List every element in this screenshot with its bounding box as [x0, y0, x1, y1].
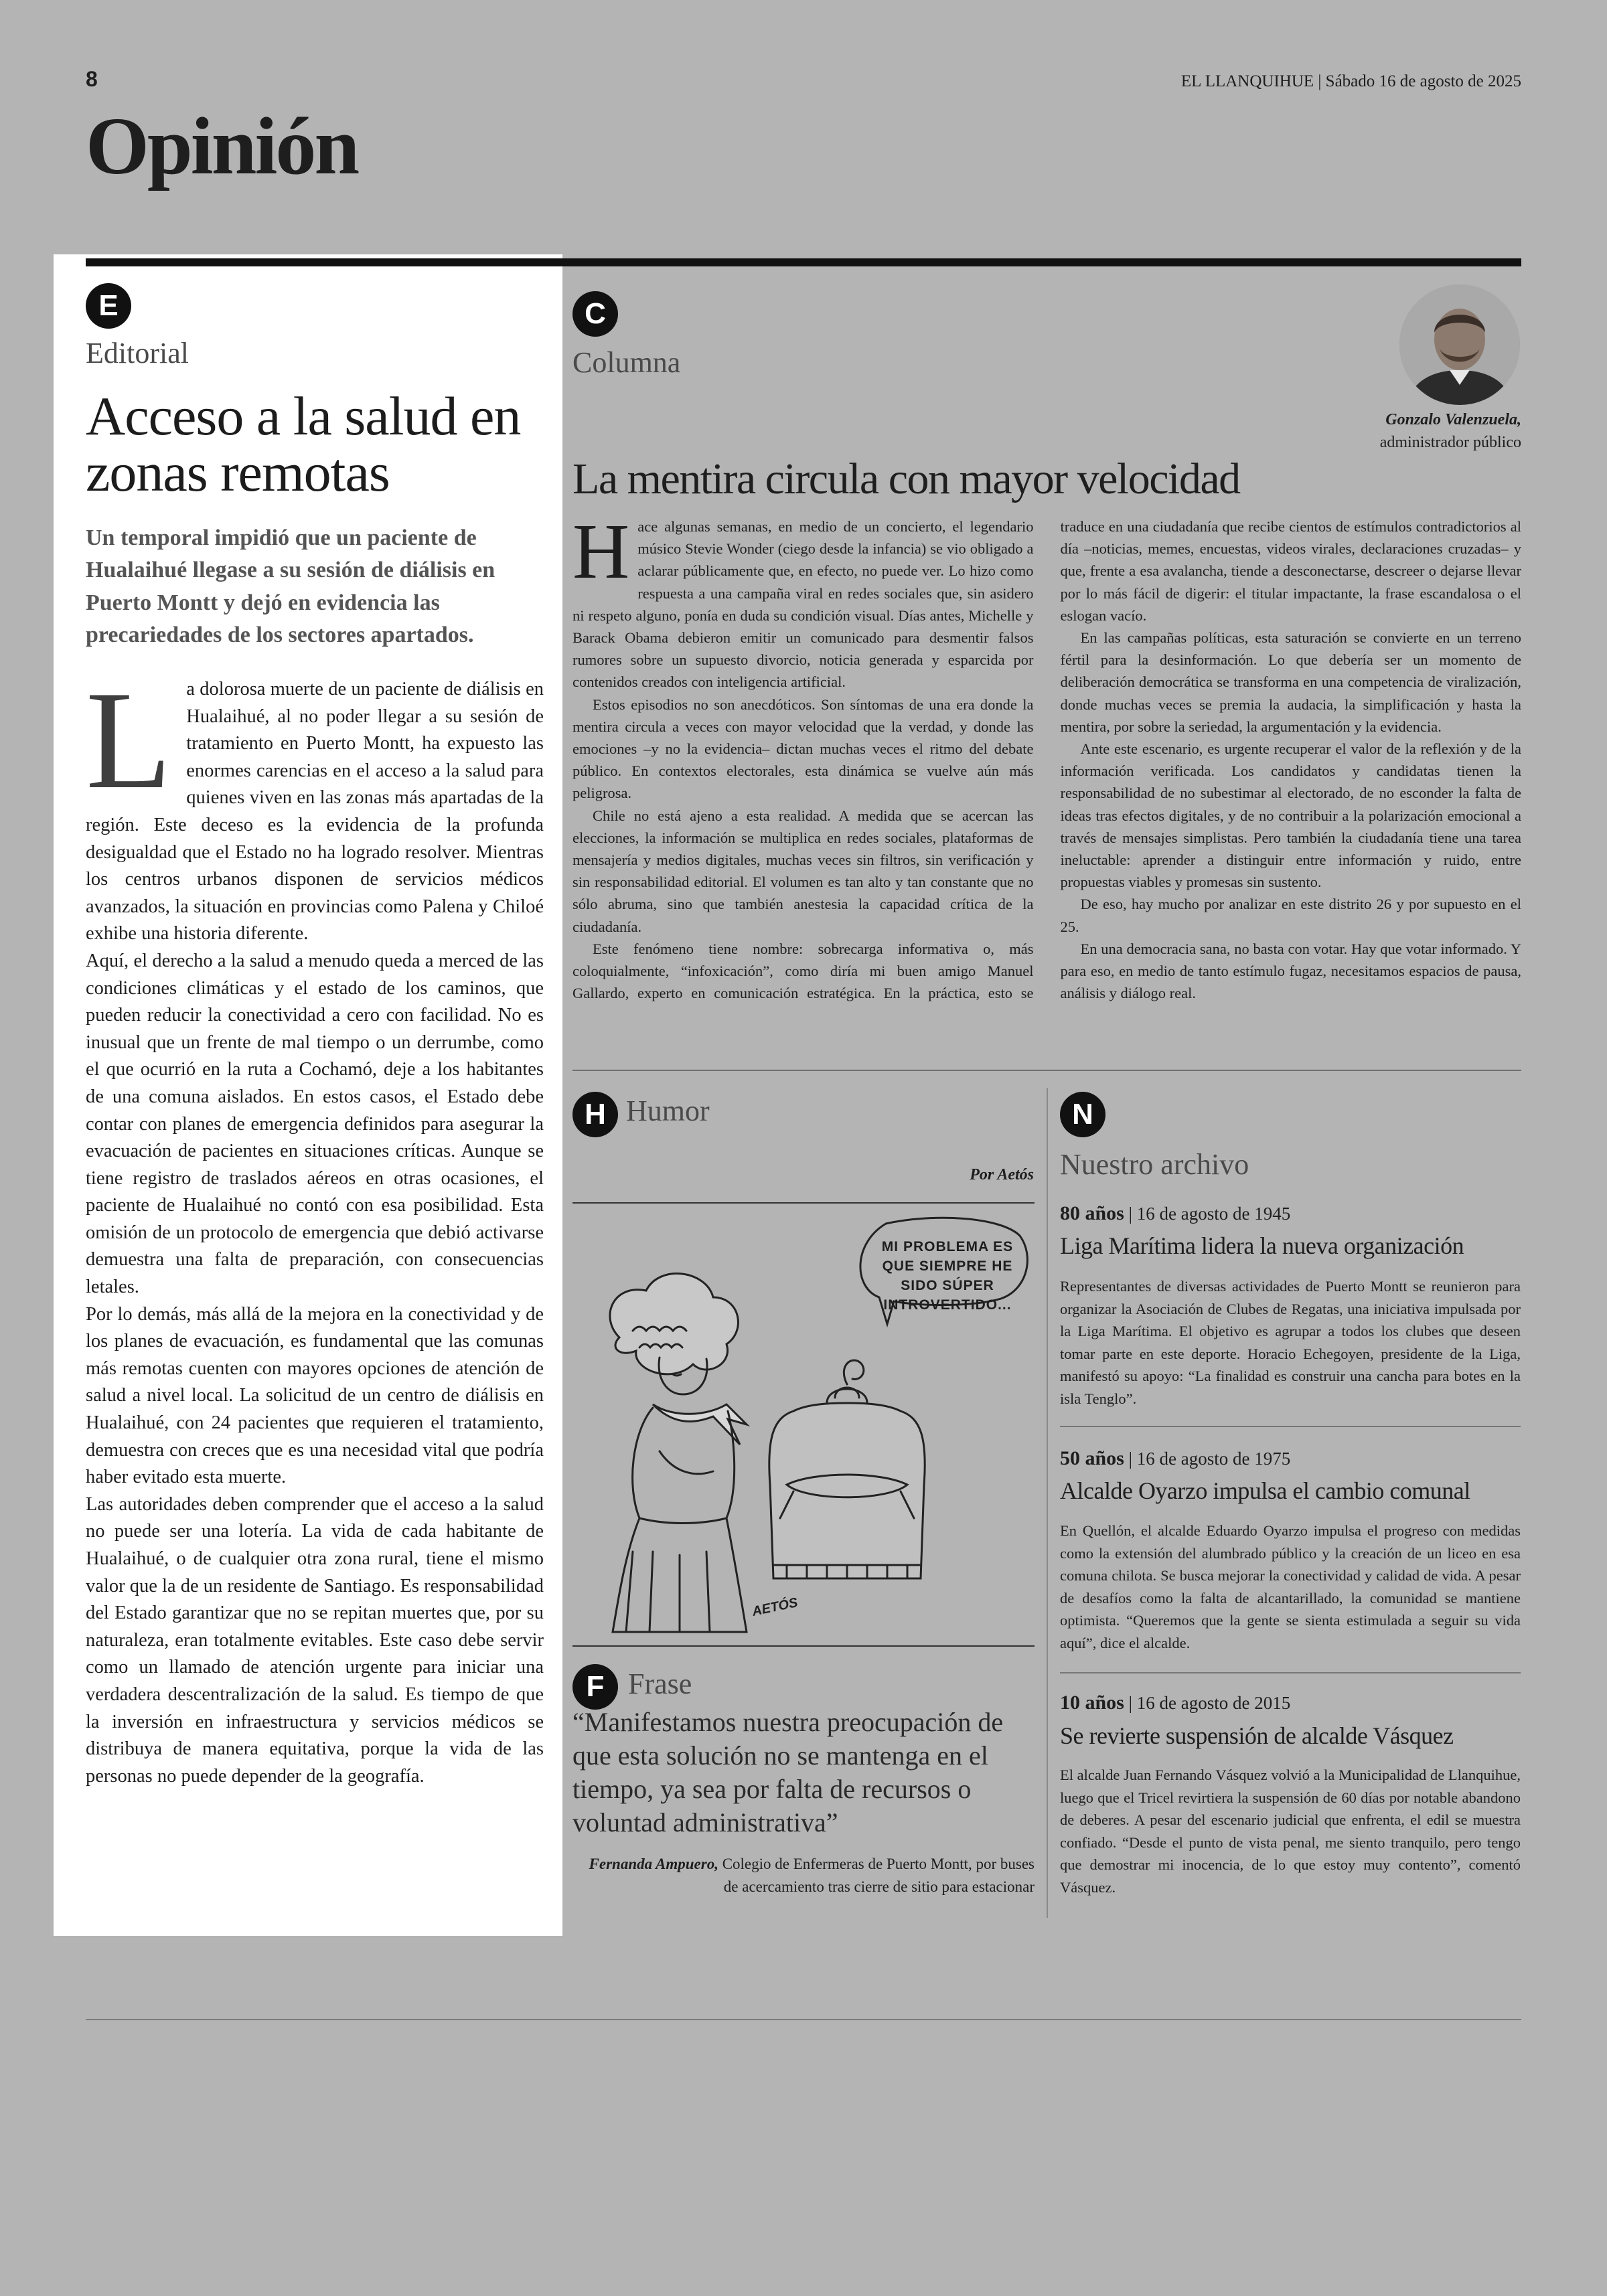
editorial-title: Acceso a la salud en zonas remotas [86, 386, 521, 503]
column-dropcap: H [572, 507, 630, 595]
section-divider [572, 1070, 1521, 1071]
editorial-badge: E [86, 283, 131, 329]
column-paragraph: Chile no está ajeno a esta realidad. A medida que se acercan las elecciones, la información se multiplica en redes sociales, plataformas de mensajería y medios digitales, muchas veces sin filtros, sin verificación y sin responsabilidad editorial. El volumen es tan alto y tan constante que no sólo abruma, sino que también anestesia la capacidad crítica de la ciudadanía. [572, 807, 1034, 935]
frase-badge: F [572, 1664, 618, 1710]
editorial-paragraph: a dolorosa muerte de un paciente de diálisis en Hualaihué, al no poder llegar a su sesión de tratamiento en Puerto Montt, ha expuesto las enormes carencias en el acceso a la salud para quienes viven en las zonas más apartadas de la región. Este deceso es la evidencia de la profunda desigualdad que el Estado no ha logrado resolver. Mientras los centros urbanos disponen de servicios médicos avanzados, la situación en provincias como Palena y Chiloé exhibe una historia diferente. [86, 679, 544, 945]
editorial-paragraph: Por lo demás, más allá de la mejora en la conectividad y de los planes de evacuación, es fundamental que las comunas más remotas cuenten con mayores opciones de atención de salud a nivel local. La solicitud de un centro de diálisis en Hualaihué, con 24 pacientes que requieren el tratamiento, demuestra con creces que es una necesidad vital que podría haber evitado esta muerte. [86, 1303, 544, 1488]
editorial-kicker: Editorial [86, 337, 189, 370]
cartoon-signature: AETÓS [751, 1595, 799, 1619]
column-paragraph: ace algunas semanas, en medio de un concierto, el legendario músico Stevie Wonder (ciego desde la infancia) se vio obligado a aclarar públicamente que, en efecto, no puede ver. Lo hizo como respuesta a una campaña viral en redes sociales que, sin asidero ni respeto alguno, ponía en duda su condición visual. Días antes, Michelle y Barack Obama debieron emitir un comunicado para desmentir falsos rumores sobre un supuesto divorcio, noticia generada y esparcida por contenidos creados con inteligencia artificial. [572, 518, 1034, 691]
archive-item-body: En Quellón, el alcalde Eduardo Oyarzo impulsa el progreso con medidas como la extensión del alumbrado público y la creación de un liceo en esa comuna chilota. Se busca mejorar la conectividad y calidad de vida. A pesar de desafíos como la falta de alcantarillado, la comunidad se mantiene optimista. “Queremos que la gente se sienta estimulada a seguir su vida aquí”, dice el alcalde. [1060, 1522, 1521, 1651]
editorial-dropcap: L [86, 663, 172, 818]
author-photo [1399, 284, 1520, 405]
archive-item-title: Alcalde Oyarzo impulsa el cambio comunal [1060, 1477, 1470, 1504]
frase-quote: “Manifestamos nuestra preocupación de que esta solución no se mantenga en el tiempo, ya sea por falta de recursos o voluntad administrativa” [572, 1707, 1004, 1837]
humor-badge: H [572, 1092, 618, 1137]
bottom-rule [86, 2019, 1521, 2020]
archive-years: 10 años [1060, 1692, 1124, 1714]
page-number: 8 [86, 67, 98, 91]
masthead: EL LLANQUIHUE | Sábado 16 de agosto de 2025 [1180, 72, 1521, 90]
archive-date: | 16 de agosto de 1975 [1128, 1449, 1291, 1469]
column-body [572, 507, 1521, 1058]
column-paragraph: De eso, hay mucho por analizar en este distrito 26 y por supuesto en el 25. [1060, 896, 1521, 935]
archive-divider [1060, 1426, 1521, 1427]
archive-years: 50 años [1060, 1447, 1124, 1469]
archive-item-title: Se revierte suspensión de alcalde Vásquez [1060, 1722, 1454, 1749]
column-title: La mentira circula con mayor velocidad [572, 455, 1240, 503]
column-paragraph: Ante este escenario, es urgente recuperar el valor de la reflexión y de la información verificada. Los candidatos y candidatas tienen la responsabilidad de no subestimar al electorado, de no esconder la falta de ideas tras efectos digitales, y de no contribuir a la polarización emocional a través de mensajes simplistas. Pero también la ciudadanía tiene una tarea ineluctable: aprender a distinguir entre información y ruido, entre propuestas viables y promesas sin sustento. [1060, 740, 1521, 891]
column-paragraph: Este fenómeno tiene nombre: sobrecarga informativa o, más coloquialmente, “infoxicación”, como diría mi buen amigo Manuel Gallardo, experto en comunicación estratégica. En la práctica, esto se traduce en una ciudadanía que recibe cientos de estímulos contradictorios al día –noticias, memes, encuestas, videos virales, declaraciones cruzadas– y que, frente a esa avalancha, tiende a desconectarse, descreer o dejarse llevar por lo más fácil de digerir: el titular impactante, la frase escandalosa o el eslogan vacío. [572, 518, 1521, 1002]
column-kicker: Columna [572, 346, 681, 379]
author-name: Gonzalo Valenzuela, [1385, 411, 1521, 428]
column-author [1380, 408, 1521, 454]
archive-badge: N [1060, 1092, 1105, 1137]
editorial-body [86, 663, 544, 1790]
archive-item-body: Representantes de diversas actividades de Puerto Montt se reunieron para organizar la Asociación de Clubes de Regatas, una iniciativa impulsada por la Liga Marítima. El objetivo es agrupar a todos los clubes que deseen tomar parte en este deporte. Horacio Echegoyen, presidente de la Liga, manifestó su apoyo: “La finalidad es construir una cancha para botes en la isla Tenglo”. [1060, 1278, 1521, 1407]
archive-item-date [1060, 1692, 1290, 1714]
archive-divider [1060, 1672, 1521, 1673]
section-rule [86, 258, 1521, 266]
column-paragraph: En las campañas políticas, esta saturación se convierte en un terreno fértil para la desinformación. Lo que debería ser un momento de deliberación democrática se transforma en una competencia de viralización, donde muchas veces se premia la audacia, la simplificación y hasta la mentira, por sobre la seriedad, la argumentación y la evidencia. [1060, 629, 1521, 735]
humor-byline: Por Aetós [970, 1166, 1034, 1183]
editorial-paragraph: Las autoridades deben comprender que el acceso a la salud no puede ser una lotería. La vida de cada habitante de Hualaihué, o de cualquier otra zona rural, tiene el mismo valor que la de un residente de Santiago. Es responsabilidad del Estado garantizar que no se repitan muertes que, por su naturaleza, eran totalmente evitables. Este caso debe servir como un llamado de atención urgente para iniciar una verdadera descentralización de la salud. Es tiempo de que la inversión en infraestructura y servicios médicos se distribuya de manera equitativa, porque la vida de las personas no puede depender de la geografía. [86, 1493, 544, 1787]
section-title: Opinión [86, 101, 358, 191]
speech-bubble-text: MI PROBLEMA ES QUE SIEMPRE HE SIDO SÚPER INTROVERTIDO... [881, 1239, 1014, 1313]
archive-date: | 16 de agosto de 2015 [1128, 1693, 1291, 1713]
archive-years: 80 años [1060, 1202, 1124, 1224]
author-portrait-icon [1399, 284, 1520, 405]
archive-item-date [1060, 1447, 1290, 1470]
archive-item-body: El alcalde Juan Fernando Vásquez volvió a la Municipalidad de Llanquihue, luego que el Tricel revirtiera la suspensión de 60 días por notable abandono de deberes. A pesar del escenario judicial que enfrenta, el edil se muestra confiado. “Desde el punto de vista penal, me siento tranquilo, pero tengo que demostrar mi inocencia, de lo que estoy muy contento”, comentó Vásquez. [1060, 1767, 1521, 1896]
column-paragraph: En una democracia sana, no basta con votar. Hay que votar informado. Y para eso, en medio de tanto estímulo fugaz, necesitamos espacios de pausa, análisis y diálogo real. [1060, 940, 1521, 1002]
frase-kicker: Frase [628, 1667, 692, 1700]
column-badge: C [572, 291, 618, 337]
editorial-lede: Un temporal impidió que un paciente de Hualaihué llegase a su sesión de diálisis en Puerto Montt y dejó en evidencia las precariedades de los sectores apartados. [86, 525, 495, 647]
column-paragraph: Estos episodios no son anecdóticos. Son síntomas de una era donde la mentira circula a veces con mayor velocidad que la verdad, y donde las emociones –y no la evidencia– dictan muchas veces el ritmo del debate público. En contextos electorales, esta dinámica se vuelve aún más peligrosa. [572, 695, 1034, 802]
author-role: administrador público [1379, 434, 1521, 451]
editorial-paragraph: Aquí, el derecho a la salud a menudo queda a merced de las condiciones climáticas y el estado de los caminos, que pueden reducir la conectividad a cero con facilidad. No es inusual que un frente de mal tiempo o un derrumbe, como el que ocurrió en la ruta a Cochamó, deje a los habitantes de una comuna aislados. En estos casos, el Estado debe contar con planes de emergencia definidos para asegurar la evacuación de pacientes en situaciones críticas. Aunque se tiene registro de traslados aéreos en otras ocasiones, el paciente de Hualaihué no contó con esa posibilidad. Esta omisión de un protocolo de emergencia que debió activarse demuestra una falta de preparación, con consecuencias letales. [86, 950, 544, 1298]
cartoon [572, 1202, 1035, 1647]
frase-source [572, 1853, 1035, 1898]
frase-source-name: Fernanda Ampuero, [589, 1856, 718, 1872]
archive-kicker: Nuestro archivo [1060, 1148, 1249, 1181]
archive-item-date [1060, 1202, 1290, 1225]
frase-source-detail: Colegio de Enfermeras de Puerto Montt, por buses de acercamiento tras cierre de sitio para estacionar [718, 1856, 1035, 1895]
humor-kicker: Humor [626, 1094, 710, 1127]
archive-date: | 16 de agosto de 1945 [1128, 1204, 1291, 1224]
archive-item-title: Liga Marítima lidera la nueva organización [1060, 1232, 1464, 1259]
column-divider [1047, 1088, 1048, 1918]
